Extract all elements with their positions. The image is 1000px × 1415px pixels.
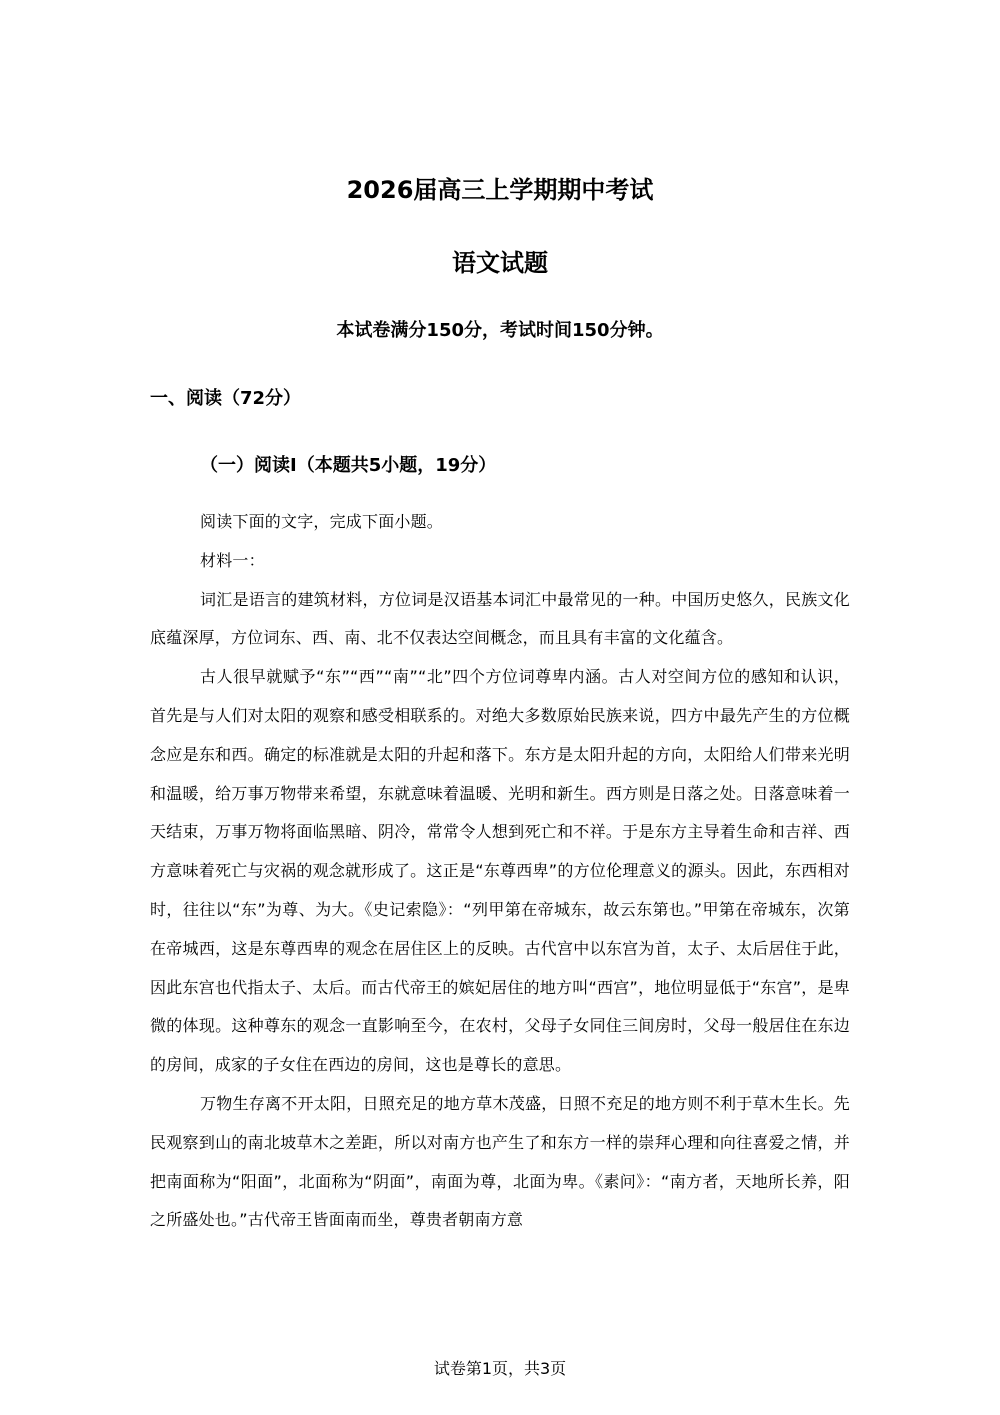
- passage-paragraph: 词汇是语言的建筑材料，方位词是汉语基本词汇中最常见的一种。中国历史悠久，民族文化底蕴深厚，方位词东、西、南、北不仅表达空间概念，而且具有丰富的文化蕴含。: [150, 589, 850, 648]
- exam-info: 本试卷满分150分，考试时间150分钟。: [336, 320, 664, 341]
- exam-title: 2026届高三上学期期中考试: [346, 176, 654, 204]
- material-label: 材料一：: [200, 550, 265, 570]
- passage-paragraph: 古人很早就赋予“东”“西”“南”“北”四个方位词尊卑内涵。古人对空间方位的感知和认识，首先是与人们对太阳的观察和感受相联系的。对绝大多数原始民族来说，四方中最先产生的方位概念应是东和西。确定的标准就是太阳的升起和落下。东方是太阳升起的方向，太阳给人们带来光明和温暖，给万事万物带来希望，东就意味着温暖、光明和新生。西方则是日落之处。日落意味着一天结束，万事万物将面临黑暗、阴冷，常常令人想到死亡和不祥。于是东方主导着生命和吉祥、西方意味着死亡与灾祸的观念就形成了。这正是“东尊西卑”的方位伦理意义的源头。因此，东西相对时，往往以“东”为尊、为大。《史记索隐》：“列甲第在帝城东，故云东第也。”甲第在帝城东，次第在帝城西，这是东尊西卑的观念在居住区上的反映。古代宫中以东宫为首，太子、太后居住于此，因此东宫也代指太子、太后。而古代帝王的嫔妃居住的地方叫“西宫”，地位明显低于“东宫”，是卑微的体现。这种尊东的观念一直影响至今，在农村，父母子女同住三间房时，父母一般居住在东边的房间，成家的子女住在西边的房间，这也是尊长的意思。: [150, 667, 850, 1075]
- subsection-heading-reading-1: （一）阅读Ⅰ（本题共5小题，19分）: [200, 455, 497, 476]
- passage-paragraph: 万物生存离不开太阳，日照充足的地方草木茂盛，日照不充足的地方则不利于草木生长。先民观察到山的南北坡草木之差距，所以对南方也产生了和东方一样的崇拜心理和向往喜爱之情，并把南面称为“阳面”，北面称为“阴面”，南面为尊，北面为卑。《素问》：“南方者，天地所长养，阳之所盛处也。”古代帝王皆面南而坐，尊贵者朝南方意: [150, 1093, 850, 1230]
- instruction-text: 阅读下面的文字，完成下面小题。: [200, 512, 444, 531]
- page-number: 试卷第1页，共3页: [433, 1359, 567, 1378]
- reading-passage: [150, 503, 850, 1240]
- section-heading-reading: 一、阅读（72分）: [150, 388, 302, 409]
- subject-title: 语文试题: [452, 249, 548, 277]
